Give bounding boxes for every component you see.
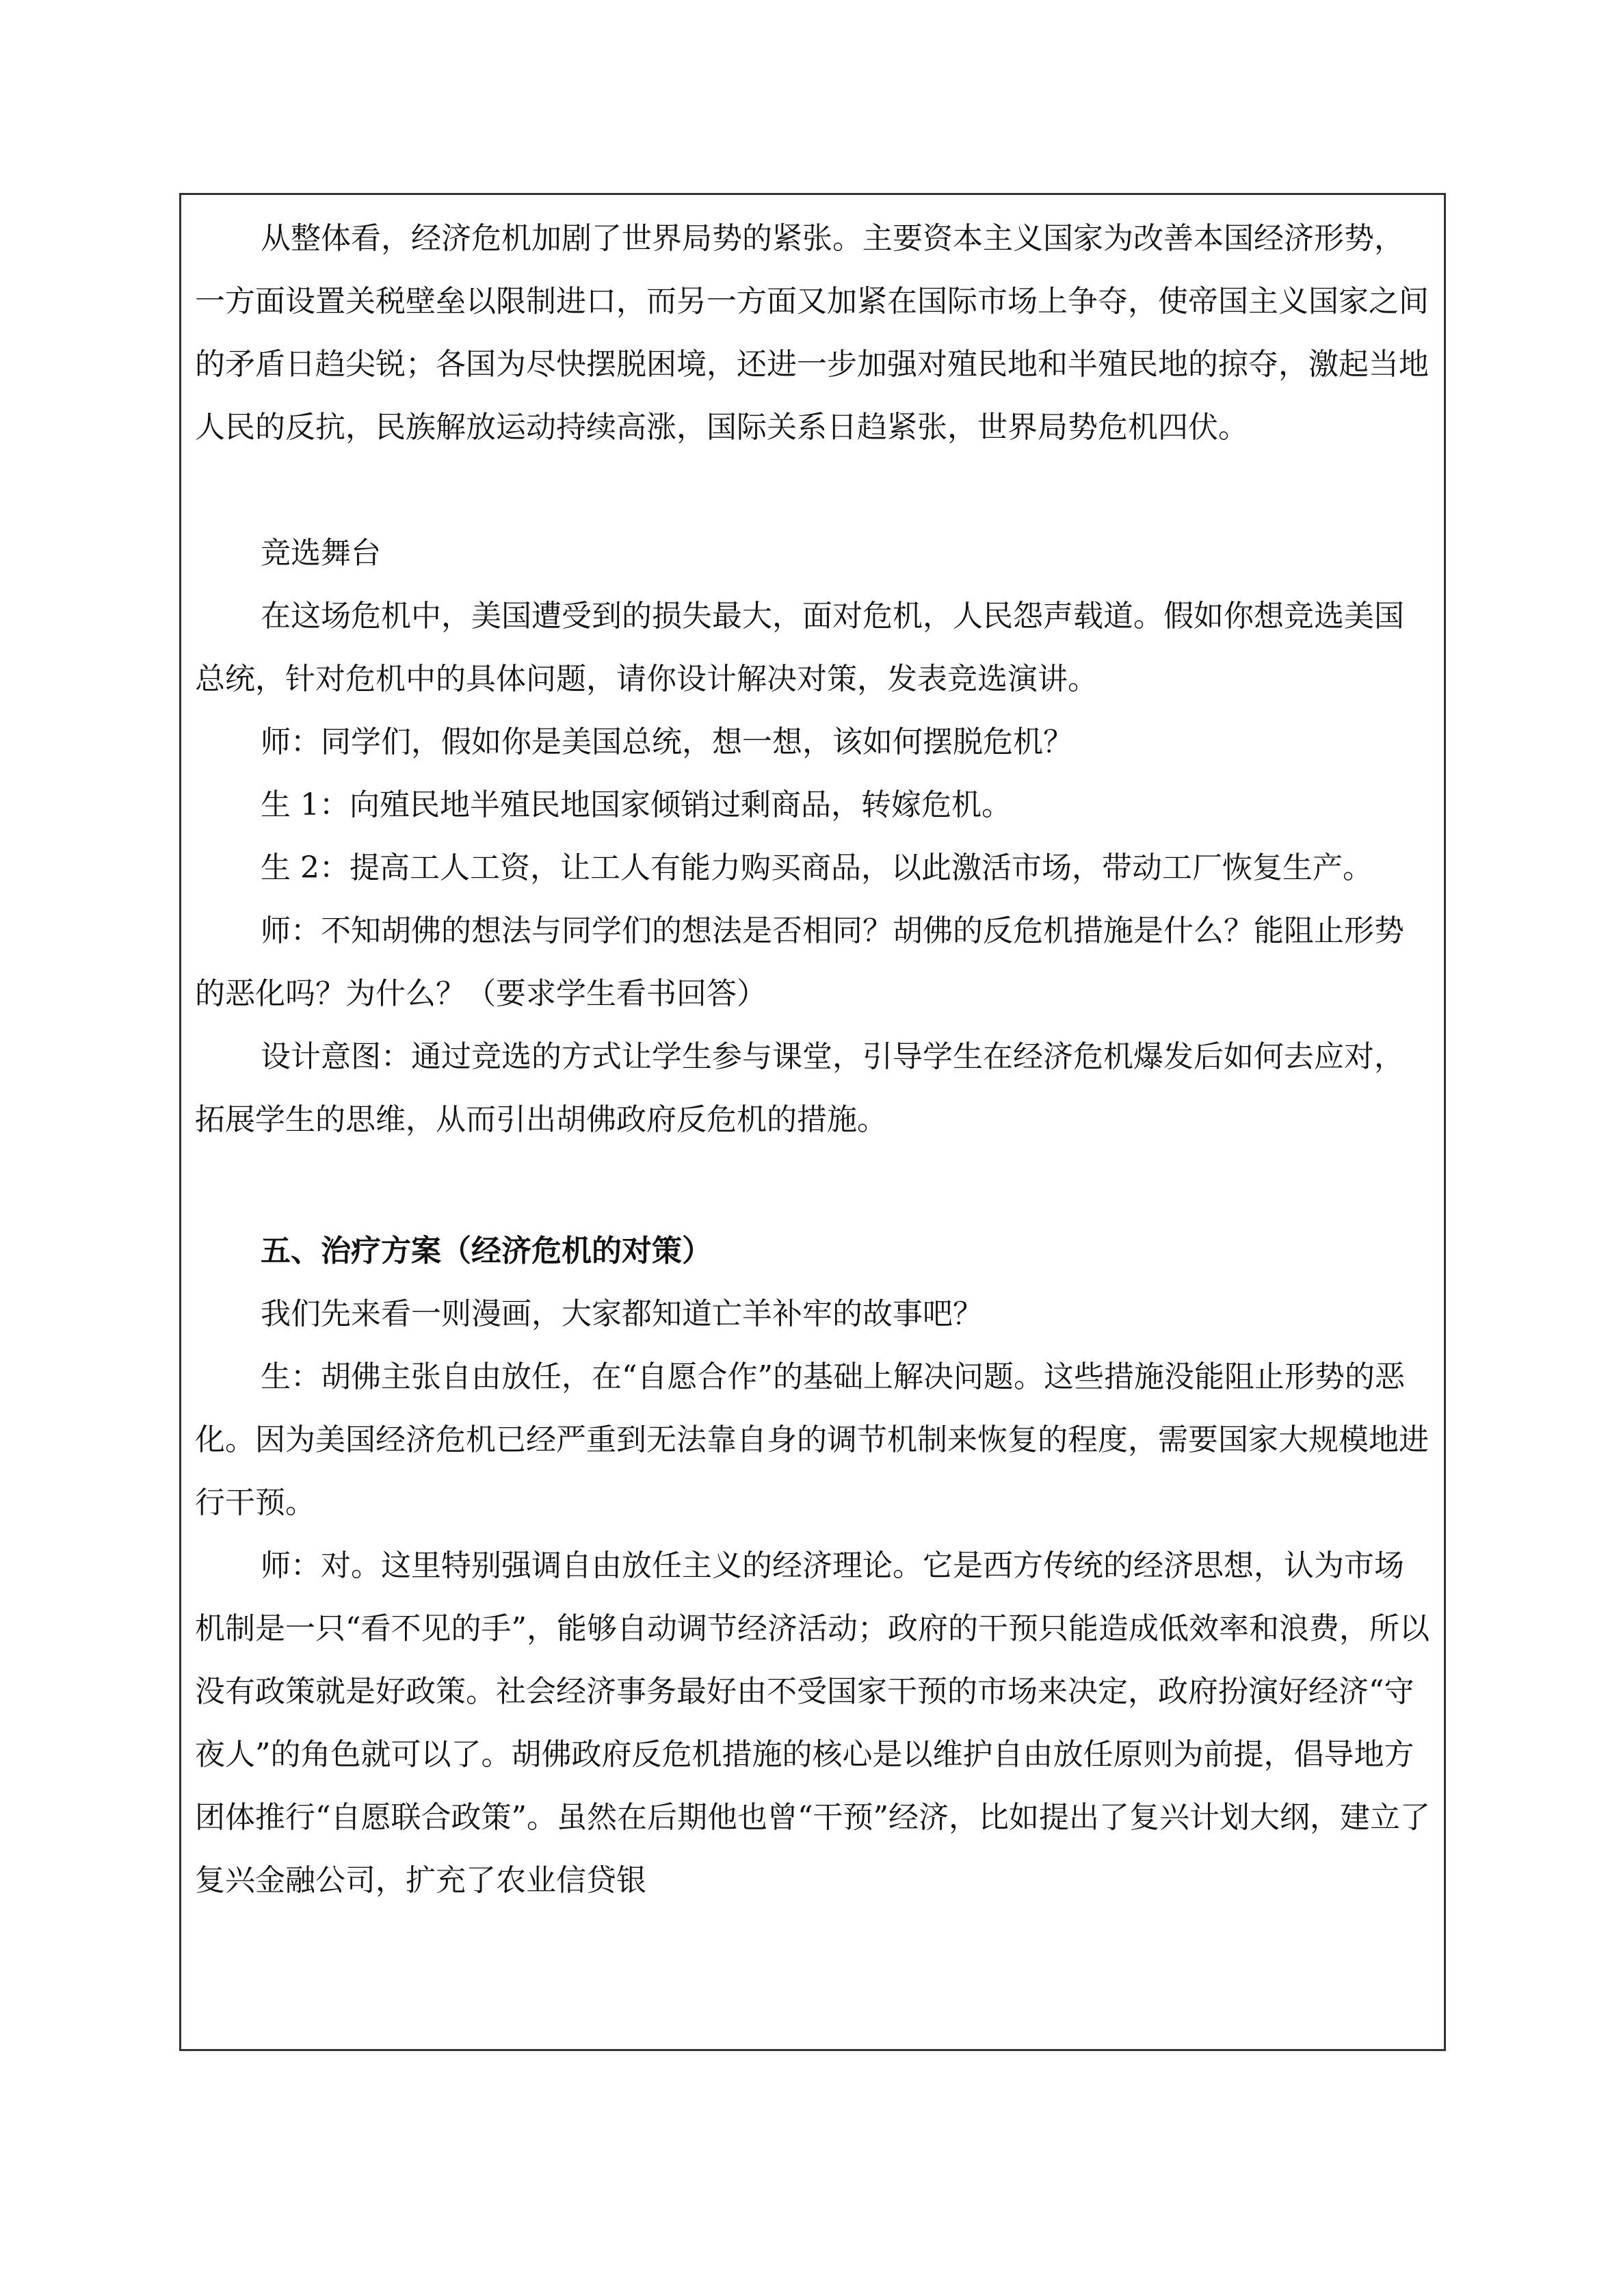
paragraph-student-1: 生 1：向殖民地半殖民地国家倾销过剩商品，转嫁危机。: [261, 787, 1012, 822]
paragraph-student-answer: 生：胡佛主张自由放任，在“自愿合作”的基础上解决问题。这些措施没能阻止形势的恶化。因为美国经济危机已经严重到无法靠自身的调节机制来恢复的程度，需要国家大规模地进行干预。: [195, 1359, 1429, 1520]
paragraph-campaign-intro: 在这场危机中，美国遭受到的损失最大，面对危机，人民怨声载道。假如你想竞选美国总统，针对危机中的具体问题，请你设计解决对策，发表竞选演讲。: [195, 599, 1404, 696]
heading-treatment-plan: 五、治疗方案（经济危机的对策）: [261, 1234, 712, 1268]
document-content: [195, 207, 1433, 1912]
paragraph-design-intent: 设计意图：通过竞选的方式让学生参与课堂，引导学生在经济危机爆发后如何去应对，拓展学生的思维，从而引出胡佛政府反危机的措施。: [195, 1039, 1404, 1137]
paragraph-teacher-question-1: 师：同学们，假如你是美国总统，想一想，该如何摆脱危机？: [261, 725, 1073, 759]
paragraph-teacher-explanation: 师：对。这里特别强调自由放任主义的经济理论。它是西方传统的经济思想，认为市场机制是一只“看不见的手”，能够自动调节经济活动；政府的干预只能造成低效率和浪费，所以没有政策就是好政策。社会经济事务最好由不受国家干预的市场来决定，政府扮演好经济“守夜人”的角色就可以了。胡佛政府反危机措施的核心是以维护自由放任原则为前提，倡导地方团体推行“自愿联合政策”。虽然在后期他也曾“干预”经济，比如提出了复兴计划大纲，建立了复兴金融公司，扩充了农业信贷银: [195, 1548, 1430, 1898]
paragraph-teacher-question-2: 师：不知胡佛的想法与同学们的想法是否相同？胡佛的反危机措施是什么？能阻止形势的恶化吗？为什么？（要求学生看书回答）: [195, 913, 1404, 1011]
paragraph-student-2: 生 2：提高工人工资，让工人有能力购买商品，以此激活市场，带动工厂恢复生产。: [261, 850, 1373, 885]
spacer: [195, 1151, 1433, 1220]
spacer: [195, 459, 1433, 522]
paragraph-comic-intro: 我们先来看一则漫画，大家都知道亡羊补牢的故事吧？: [261, 1296, 983, 1331]
heading-campaign-stage: 竞选舞台: [261, 536, 381, 571]
paragraph-world-tension: 从整体看，经济危机加剧了世界局势的紧张。主要资本主义国家为改善本国经济形势，一方面设置关税壁垒以限制进口，而另一方面又加紧在国际市场上争夺，使帝国主义国家之间的矛盾日趋尖锐；各国为尽快摆脱困境，还进一步加强对殖民地和半殖民地的掠夺，激起当地人民的反抗，民族解放运动持续高涨，国际关系日趋紧张，世界局势危机四伏。: [195, 221, 1429, 445]
document-table-cell: [179, 193, 1446, 2051]
